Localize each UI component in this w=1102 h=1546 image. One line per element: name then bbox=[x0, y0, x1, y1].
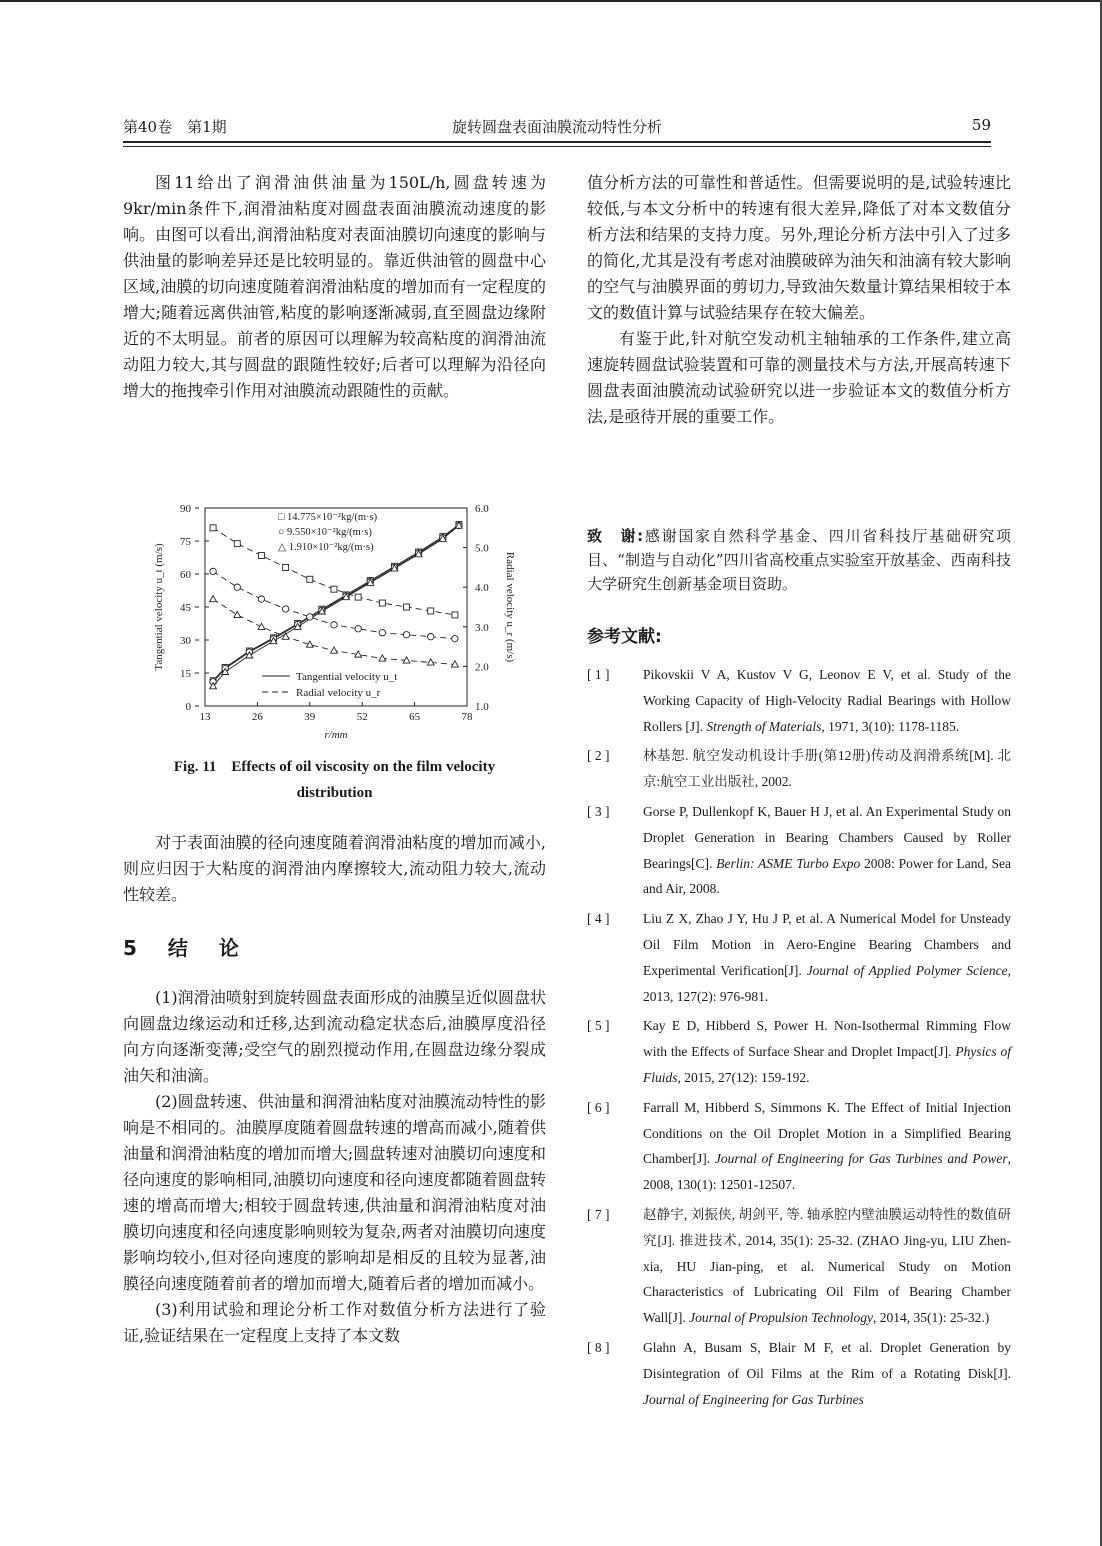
y-right-tick-label: 1.0 bbox=[475, 701, 489, 713]
reference-item bbox=[587, 1095, 1011, 1198]
circle-marker bbox=[331, 622, 337, 628]
header-rule-thick bbox=[123, 141, 991, 143]
square-marker bbox=[428, 608, 434, 614]
reference-journal: Journal of Engineering for Gas Turbines bbox=[643, 1391, 864, 1407]
body-paragraph: 值分析方法的可靠性和普适性。但需要说明的是,试验转速比较低,与本文分析中的转速有很大差异,降低了对本文数值分析方法和结果的支持力度。另外,理论分析方法中引入了过多的简化,尤其是没有考虑对油膜破碎为油矢和油滴有较大影响的空气与油膜界面的剪切力,导致油矢数量计算结果相较于本文的数值计算与试验结果存在较大偏差。 bbox=[587, 173, 1011, 322]
y-right-tick-label: 2.0 bbox=[475, 661, 489, 674]
square-marker bbox=[210, 525, 216, 531]
left-column-top bbox=[123, 170, 546, 404]
circle-marker bbox=[258, 596, 264, 602]
volume-issue: 第40卷 第1期 bbox=[123, 118, 227, 136]
square-marker bbox=[452, 612, 458, 618]
reference-details: , 2015, 27(12): 159-192. bbox=[677, 1069, 810, 1085]
ack-label: 致 谢: bbox=[587, 527, 644, 545]
reference-number: [ 2 ] bbox=[587, 748, 610, 764]
reference-item bbox=[587, 799, 1011, 902]
reference-item bbox=[587, 1202, 1011, 1331]
viscosity-legend-entry: △ 1.910×10⁻²kg/(m·s) bbox=[278, 542, 374, 553]
y-left-tick-label: 90 bbox=[180, 503, 191, 515]
acknowledgement bbox=[587, 524, 1011, 596]
figure-caption bbox=[123, 754, 546, 806]
y-left-axis-label: Tangential velocity u_t (m/s) bbox=[153, 543, 165, 671]
running-header bbox=[123, 116, 991, 140]
reference-journal: Berlin: ASME Turbo Expo bbox=[716, 855, 861, 871]
y-left-tick-label: 30 bbox=[180, 635, 191, 647]
reference-item bbox=[587, 1013, 1011, 1090]
reference-item bbox=[587, 906, 1011, 1009]
reference-item bbox=[587, 662, 1011, 739]
reference-number: [ 6 ] bbox=[587, 1099, 610, 1115]
page-number: 59 bbox=[971, 116, 991, 134]
reference-details: 2008: Power for Land, Sea and Air, 2008. bbox=[643, 855, 1012, 897]
triangle-marker bbox=[234, 611, 241, 617]
reference-item bbox=[587, 743, 1011, 795]
triangle-marker bbox=[210, 595, 217, 601]
header-rule-thin bbox=[123, 146, 991, 147]
x-tick-label: 78 bbox=[461, 711, 473, 723]
x-tick-label: 26 bbox=[251, 711, 263, 723]
reference-text: Gorse P, Dullenkopf K, Bauer H J, et al. An Experimental Study on Droplet Generation in Bearing Chambers Caused by Roller Bearings[C]. bbox=[643, 803, 1011, 871]
y-right-axis-label: Radial velocity u_r (m/s) bbox=[504, 551, 516, 663]
reference-journal: Journal of Applied Polymer Science bbox=[806, 962, 1008, 978]
triangle-marker bbox=[427, 659, 434, 665]
body-paragraph: 图11给出了润滑油供油量为150L/h,圆盘转速为9kr/min条件下,润滑油粘度对圆盘表面油膜流动速度的影响。由图可以看出,润滑油粘度对表面油膜切向速度的影响与供油量的影响差异还是比较明显的。靠近供油管的圆盘中心区域,油膜的切向速度随着润滑油粘度的增加而有一定程度的增大;随着远离供油管,粘度的影响逐渐减弱,直至圆盘边缘附近的不太明显。前者的原因可以理解为较高粘度的润滑油流动阻力较大,其与圆盘的跟随性较好;后者可以理解为沿径向增大的拖拽牵引作用对油膜流动跟随性的贡献。 bbox=[123, 173, 546, 400]
reference-details: , 2014, 35(1): 25-32.) bbox=[873, 1310, 990, 1326]
x-tick-label: 13 bbox=[199, 711, 211, 723]
x-tick-label: 52 bbox=[356, 711, 368, 723]
circle-marker bbox=[234, 584, 240, 590]
conclusions bbox=[123, 985, 546, 1349]
reference-number: [ 3 ] bbox=[587, 803, 610, 819]
reference-text: Farrall M, Hibberd S, Simmons K. The Effect of Initial Injection Conditions on the Oil Droplet Motion in a Simplified Bearing Chamber[J]. bbox=[643, 1099, 1011, 1167]
figure-caption-line1: Fig. 11 Effects of oil viscosity on the film velocity bbox=[173, 759, 496, 775]
reference-item bbox=[587, 1335, 1011, 1412]
conclusion-3: (3)利用试验和理论分析工作对数值分析方法进行了验证,验证结果在一定程度上支持了本文数 bbox=[123, 1300, 546, 1345]
x-tick-label: 39 bbox=[304, 711, 316, 723]
figure-caption-line2: distribution bbox=[296, 785, 373, 801]
reference-text: 赵静宇, 刘振侠, 胡剑平, 等. 轴承腔内壁油膜运动特性的数值研究[J]. 推进技术, 2014, 35(1): 25-32. (ZHAO Jing-yu, LIU Zhen-xia, HU Jian-ping, et al. Numerical Study on Motion Characteristics of Lubricating Oil Film of Bearing Chamber Wall[J]. bbox=[643, 1206, 1011, 1326]
y-left-tick-label: 0 bbox=[185, 701, 191, 713]
reference-number: [ 8 ] bbox=[587, 1339, 610, 1355]
running-title: 旋转圆盘表面油膜流动特性分析 bbox=[451, 118, 662, 136]
reference-number: [ 1 ] bbox=[587, 667, 610, 682]
square-marker bbox=[258, 553, 264, 559]
body-paragraph: 对于表面油膜的径向速度随着润滑油粘度的增加而减小,则应归因于大粘度的润滑油内摩擦较大,流动阻力较大,流动性较差。 bbox=[123, 833, 546, 904]
square-marker bbox=[234, 541, 240, 547]
triangle-marker bbox=[258, 623, 265, 629]
conclusion-1: (1)润滑油喷射到旋转圆盘表面形成的油膜呈近似圆盘状向圆盘边缘运动和迁移,达到流动稳定状态后,油膜厚度沿径向方向逐渐变薄;受空气的剧烈搅动作用,在圆盘边缘分裂成油矢和油滴。 bbox=[123, 988, 546, 1085]
y-left-tick-label: 75 bbox=[180, 536, 191, 548]
left-column-after-figure bbox=[123, 830, 546, 908]
reference-details: , 1971, 3(10): 1178-1185. bbox=[821, 718, 960, 734]
reference-journal: Journal of Propulsion Technology bbox=[689, 1310, 874, 1326]
conclusion-2: (2)圆盘转速、供油量和润滑油粘度对油膜流动特性的影响是不相同的。油膜厚度随着圆盘转速的增高而减小,随着供油量和润滑油粘度的增加而增大;圆盘转速对油膜切向速度和径向速度的影响相同,油膜切向速度和径向速度都随着圆盘转速的增高而增大;相较于圆盘转速,供油量和润滑油粘度对油膜切向速度和径向速度影响则较为复杂,两者对油膜切向速度影响均较小,但对径向速度的影响却是相反的且较为显著,油膜径向速度随着前者的增加而增大,随着后者的增加而减小。 bbox=[123, 1092, 546, 1293]
right-column-top bbox=[587, 170, 1011, 430]
references-title: 参考文献: bbox=[587, 627, 662, 647]
reference-number: [ 7 ] bbox=[587, 1206, 610, 1222]
square-marker bbox=[283, 564, 289, 570]
reference-journal: Strength of Materials bbox=[706, 718, 822, 734]
figure-11-chart bbox=[150, 496, 530, 750]
circle-marker bbox=[452, 635, 458, 641]
circle-marker bbox=[403, 632, 409, 638]
reference-details: , 2008, 130(1): 12501-12507. bbox=[643, 1151, 1011, 1193]
section-title: 5 结 论 bbox=[123, 936, 251, 960]
circle-marker bbox=[210, 568, 216, 574]
top-border bbox=[0, 0, 1102, 2]
viscosity-legend-entry: □ 14.775×10⁻²kg/(m·s) bbox=[278, 512, 378, 523]
y-right-tick-label: 6.0 bbox=[475, 503, 489, 515]
reference-journal: Journal of Engineering for Gas Turbines and Power bbox=[714, 1151, 1008, 1167]
line-legend-entry: Radial velocity u_r bbox=[296, 687, 381, 699]
y-right-tick-label: 3.0 bbox=[475, 621, 489, 634]
reference-details: , 2013, 127(2): 976-981. bbox=[643, 962, 1011, 1004]
square-marker bbox=[379, 600, 385, 606]
x-axis-label: r/mm bbox=[324, 729, 348, 741]
reference-number: [ 4 ] bbox=[587, 911, 610, 927]
reference-text: Pikovskii V A, Kustov V G, Leonov E V, et al. Study of the Working Capacity of High-Velocity Radial Bearings with Hollow Rollers [J]. bbox=[643, 667, 1011, 734]
ack-text: 感谢国家自然科学基金、四川省科技厅基础研究项目、“制造与自动化”四川省高校重点实验室开放基金、西南科技大学研究生创新基金项目资助。 bbox=[587, 527, 1012, 593]
circle-marker bbox=[355, 626, 361, 632]
radial-velocity-line bbox=[213, 571, 455, 638]
y-left-tick-label: 60 bbox=[180, 569, 191, 581]
square-marker bbox=[355, 594, 361, 600]
y-left-tick-label: 15 bbox=[180, 668, 191, 680]
circle-marker bbox=[428, 634, 434, 640]
y-right-tick-label: 4.0 bbox=[475, 582, 489, 595]
y-left-tick-label: 45 bbox=[180, 602, 191, 614]
square-marker bbox=[331, 586, 337, 592]
reference-list bbox=[587, 662, 1011, 1416]
y-right-tick-label: 5.0 bbox=[475, 542, 489, 555]
viscosity-legend-entry: ○ 9.550×10⁻²kg/(m·s) bbox=[278, 527, 372, 538]
reference-journal: Physics of Fluids bbox=[643, 1044, 1012, 1085]
reference-number: [ 5 ] bbox=[587, 1018, 610, 1034]
reference-text: 林基恕. 航空发动机设计手册(第12册)传动及润滑系统[M]. 北京:航空工业出版社, 2002. bbox=[643, 748, 1011, 790]
reference-text: Glahn A, Busam S, Blair M F, et al. Droplet Generation by Disintegration of Oil Films at the Rim of a Rotating Disk[J]. bbox=[643, 1339, 1011, 1381]
triangle-marker bbox=[282, 633, 289, 639]
reference-text: Liu Z X, Zhao J Y, Hu J P, et al. A Numerical Model for Unsteady Oil Film Motion in Aero-Engine Bearing Chambers and Experimental Verification[J]. bbox=[643, 911, 1011, 978]
triangle-marker bbox=[331, 647, 338, 653]
line-legend-entry: Tangential velocity u_t bbox=[296, 671, 398, 683]
reference-text: Kay E D, Hibberd S, Power H. Non-Isothermal Rimming Flow with the Effects of Surface Shear and Droplet Impact[J]. bbox=[643, 1018, 1011, 1060]
square-marker bbox=[404, 604, 410, 610]
square-marker bbox=[307, 576, 313, 582]
x-tick-label: 65 bbox=[409, 711, 421, 723]
circle-marker bbox=[282, 606, 288, 612]
circle-marker bbox=[379, 630, 385, 636]
circle-marker bbox=[307, 614, 313, 620]
triangle-marker bbox=[379, 655, 386, 661]
body-paragraph: 有鉴于此,针对航空发动机主轴轴承的工作条件,建立高速旋转圆盘试验装置和可靠的测量技术与方法,开展高转速下圆盘表面油膜流动试验研究以进一步验证本文的数值分析方法,是亟待开展的重要工作。 bbox=[587, 329, 1011, 426]
